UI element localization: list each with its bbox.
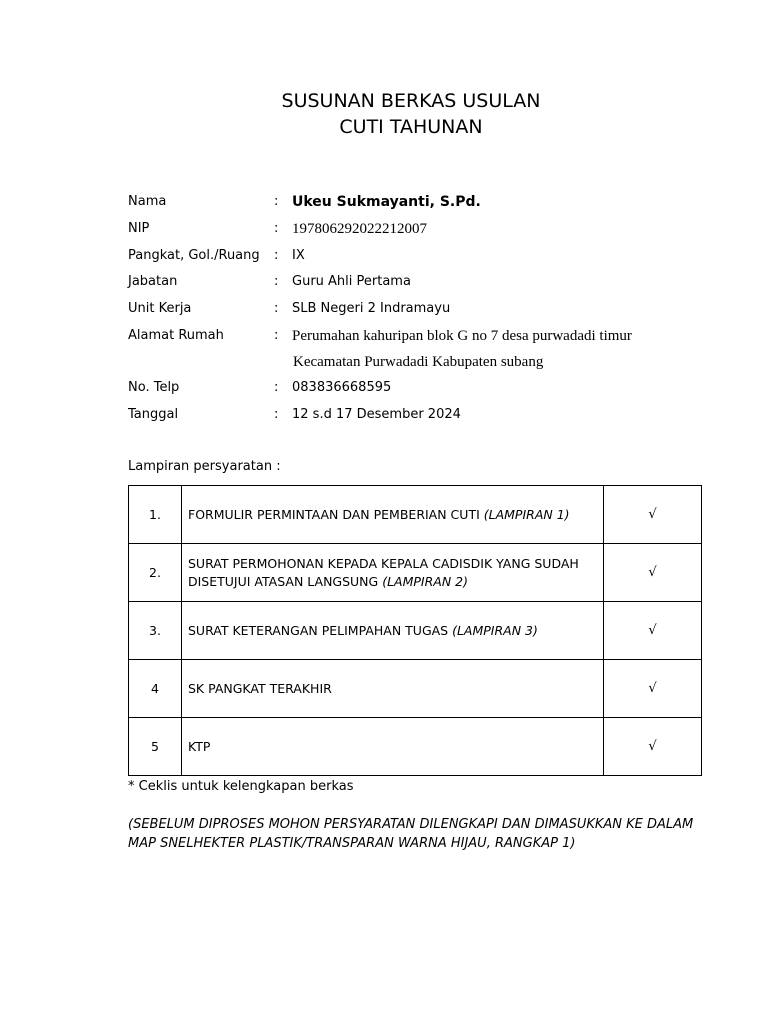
field-label: Alamat Rumah [128, 328, 224, 343]
row-text: SK PANGKAT TERAKHIR [188, 680, 332, 696]
field-value: IX [292, 248, 305, 263]
field-colon: : [274, 380, 279, 395]
row-text: SURAT KETERANGAN PELIMPAHAN TUGAS [188, 622, 453, 638]
table-row [129, 544, 702, 602]
field-label: Tanggal [128, 407, 179, 422]
row-description [182, 602, 604, 660]
row-number: 1. [129, 486, 182, 544]
field-value: 083836668595 [292, 380, 392, 395]
row-number: 4 [129, 660, 182, 718]
field-value: 197806292022212007 [292, 221, 427, 237]
field-value: Perumahan kahuripan blok G no 7 desa purwadadi timur [292, 328, 632, 344]
document-title-line2: CUTI TAHUNAN [339, 116, 483, 138]
checkmark-icon: √ [604, 602, 702, 660]
field-colon: : [274, 274, 279, 289]
checkmark-icon: √ [604, 660, 702, 718]
field-colon: : [274, 248, 279, 263]
field-label: Unit Kerja [128, 301, 192, 316]
field-label: NIP [128, 221, 150, 236]
field-colon: : [274, 328, 279, 343]
table-row [129, 486, 702, 544]
checkmark-icon: √ [604, 718, 702, 776]
row-text: FORMULIR PERMINTAAN DAN PEMBERIAN CUTI [188, 506, 484, 522]
table-row [129, 660, 702, 718]
field-value: SLB Negeri 2 Indramayu [292, 301, 451, 316]
field-label: No. Telp [128, 380, 180, 395]
instruction-note: (SEBELUM DIPROSES MOHON PERSYARATAN DILENGKAPI DAN DIMASUKKAN KE DALAM MAP SNELHEKTER PLASTIK/TRANSPARAN WARNA HIJAU, RANGKAP 1) [128, 817, 694, 851]
row-description [182, 544, 604, 602]
field-colon: : [274, 301, 279, 316]
row-number: 5 [129, 718, 182, 776]
checkmark-icon: √ [604, 544, 702, 602]
document-title-line1: SUSUNAN BERKAS USULAN [281, 90, 541, 112]
row-attachment-note: (LAMPIRAN 2) [382, 573, 468, 589]
row-description [182, 486, 604, 544]
row-description [182, 660, 604, 718]
field-label: Jabatan [128, 274, 178, 289]
field-label: Pangkat, Gol./Ruang [128, 248, 260, 263]
field-value-continuation: Kecamatan Purwadadi Kabupaten subang [293, 354, 544, 370]
row-description [182, 718, 604, 776]
row-text: KTP [188, 738, 211, 754]
field-value: Guru Ahli Pertama [292, 274, 411, 289]
field-colon: : [274, 407, 279, 422]
row-number: 3. [129, 602, 182, 660]
field-colon: : [274, 194, 279, 209]
field-label: Nama [128, 194, 167, 209]
requirements-table [128, 485, 702, 776]
attachments-heading: Lampiran persyaratan : [128, 459, 281, 474]
table-row [129, 718, 702, 776]
table-row [129, 602, 702, 660]
row-attachment-note: (LAMPIRAN 3) [452, 622, 538, 638]
field-colon: : [274, 221, 279, 236]
footnote: * Ceklis untuk kelengkapan berkas [128, 779, 354, 794]
field-value: Ukeu Sukmayanti, S.Pd. [292, 194, 481, 210]
checkmark-icon: √ [604, 486, 702, 544]
row-number: 2. [129, 544, 182, 602]
row-attachment-note: (LAMPIRAN 1) [483, 506, 570, 522]
row-text: SURAT PERMOHONAN KEPADA KEPALA CADISDIK YANG SUDAH DISETUJUI ATASAN LANGSUNG [188, 555, 579, 589]
field-value: 12 s.d 17 Desember 2024 [292, 407, 461, 422]
